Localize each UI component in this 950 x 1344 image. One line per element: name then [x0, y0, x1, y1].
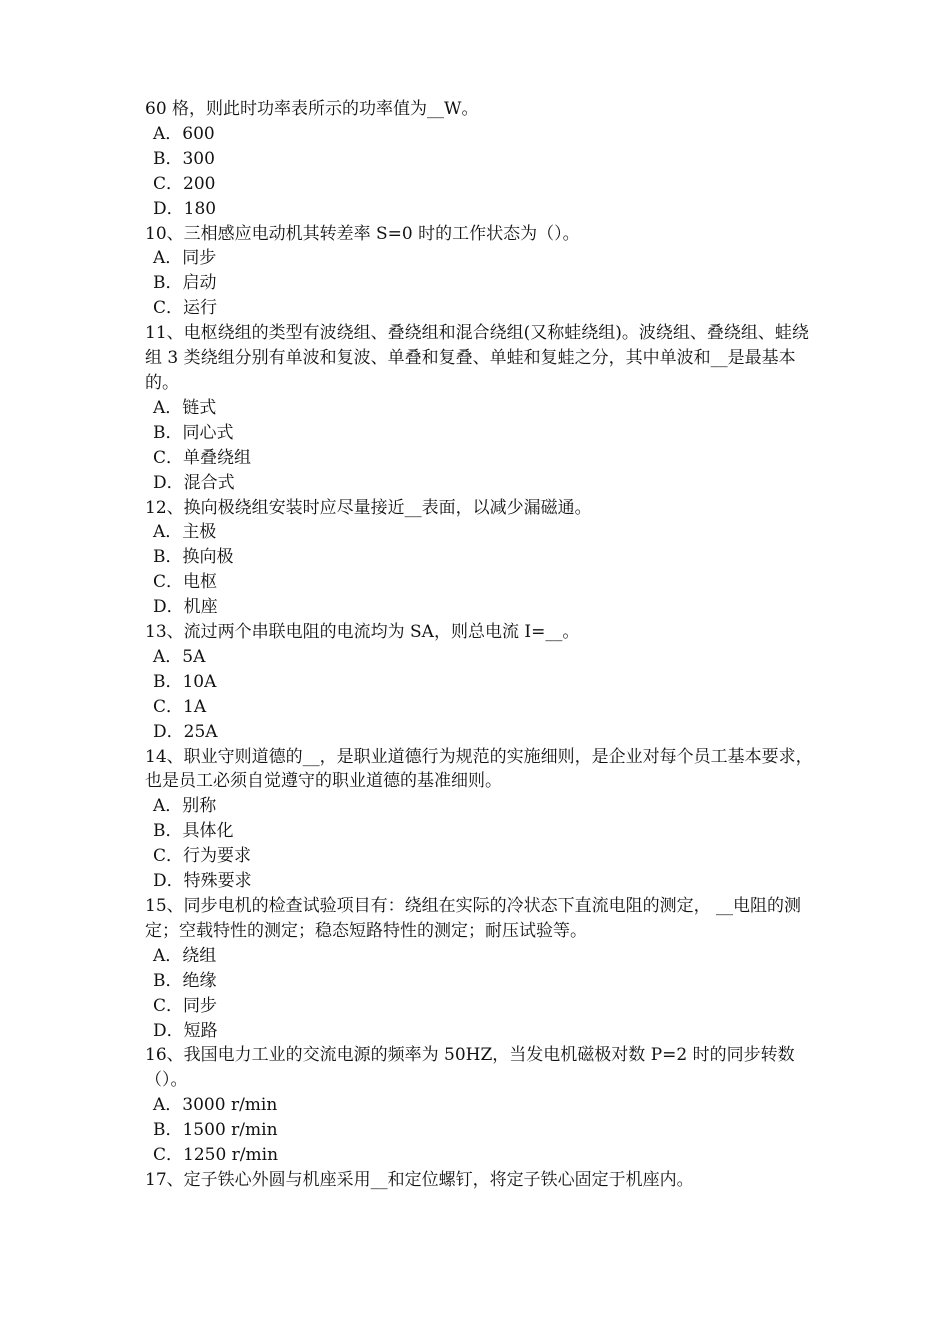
option-c: C．运行: [153, 298, 218, 319]
question-text: 13、流过两个串联电阻的电流均为 SA，则总电流 I=__。: [145, 622, 580, 643]
question-text: 10、三相感应电动机其转差率 S=0 时的工作状态为（）。: [145, 223, 580, 244]
question-block: [145, 620, 815, 745]
question-block: [145, 321, 815, 495]
question-block: [145, 222, 815, 322]
option-b: B．1500 r/min: [153, 1120, 278, 1141]
question-text: 16、我国电力工业的交流电源的频率为 50HZ，当发电机磁极对数 P=2 时的同步转数（）。: [145, 1045, 795, 1091]
option-d: D．机座: [153, 597, 218, 618]
option-a: A．5A: [153, 646, 206, 667]
option-c: C．行为要求: [153, 846, 252, 867]
option-a: A．主极: [153, 522, 217, 543]
question-text: 12、换向极绕组安装时应尽量接近__表面，以减少漏磁通。: [145, 497, 592, 518]
question-text: 14、职业守则道德的__，是职业道德行为规范的实施细则，是企业对每个员工基本要求，也是员工必须自觉遵守的职业道德的基准细则。: [145, 746, 813, 792]
option-a: A．同步: [153, 248, 217, 269]
option-d: D．混合式: [153, 472, 235, 493]
option-b: B．10A: [153, 671, 217, 692]
option-a: A．600: [153, 123, 215, 144]
option-d: D．180: [153, 198, 217, 219]
option-c: C．单叠绕组: [153, 447, 252, 468]
option-b: B．同心式: [153, 422, 234, 443]
document-page: [145, 97, 815, 1193]
option-d: D．25A: [153, 721, 218, 742]
option-b: B．启动: [153, 273, 217, 294]
question-block: [145, 894, 815, 1043]
option-a: A．3000 r/min: [153, 1095, 278, 1116]
question-block: [145, 496, 815, 621]
option-a: A．绕组: [153, 945, 217, 966]
question-text: 60 格，则此时功率表所示的功率值为__W。: [145, 99, 479, 119]
option-b: B．具体化: [153, 821, 234, 842]
question-block: [145, 745, 815, 894]
option-d: D．特殊要求: [153, 871, 252, 892]
option-a: A．别称: [153, 796, 217, 817]
question-block: [145, 97, 815, 222]
question-text: 11、电枢绕组的类型有波绕组、叠绕组和混合绕组(又称蛙绕组)。波绕组、叠绕组、蛙绕组 3 类绕组分别有单波和复波、单叠和复叠、单蛙和复蛙之分，其中单波和__是最基本的。: [145, 323, 809, 393]
option-c: C．同步: [153, 995, 218, 1016]
question-block: [145, 1168, 815, 1193]
option-c: C．200: [153, 173, 216, 194]
option-b: B．绝缘: [153, 970, 217, 991]
question-text: 15、同步电机的检查试验项目有：绕组在实际的冷状态下直流电阻的测定， __电阻的测定；空载特性的测定；稳态短路特性的测定；耐压试验等。: [145, 896, 802, 941]
question-text: 17、定子铁心外圆与机座采用__和定位螺钉，将定子铁心固定于机座内。: [145, 1169, 694, 1190]
option-c: C．电枢: [153, 572, 218, 593]
option-c: C．1250 r/min: [153, 1145, 279, 1166]
question-block: [145, 1043, 815, 1168]
option-b: B．换向极: [153, 547, 234, 568]
option-a: A．链式: [153, 397, 217, 418]
option-c: C．1A: [153, 696, 207, 717]
option-b: B．300: [153, 148, 215, 169]
option-d: D．短路: [153, 1020, 218, 1041]
